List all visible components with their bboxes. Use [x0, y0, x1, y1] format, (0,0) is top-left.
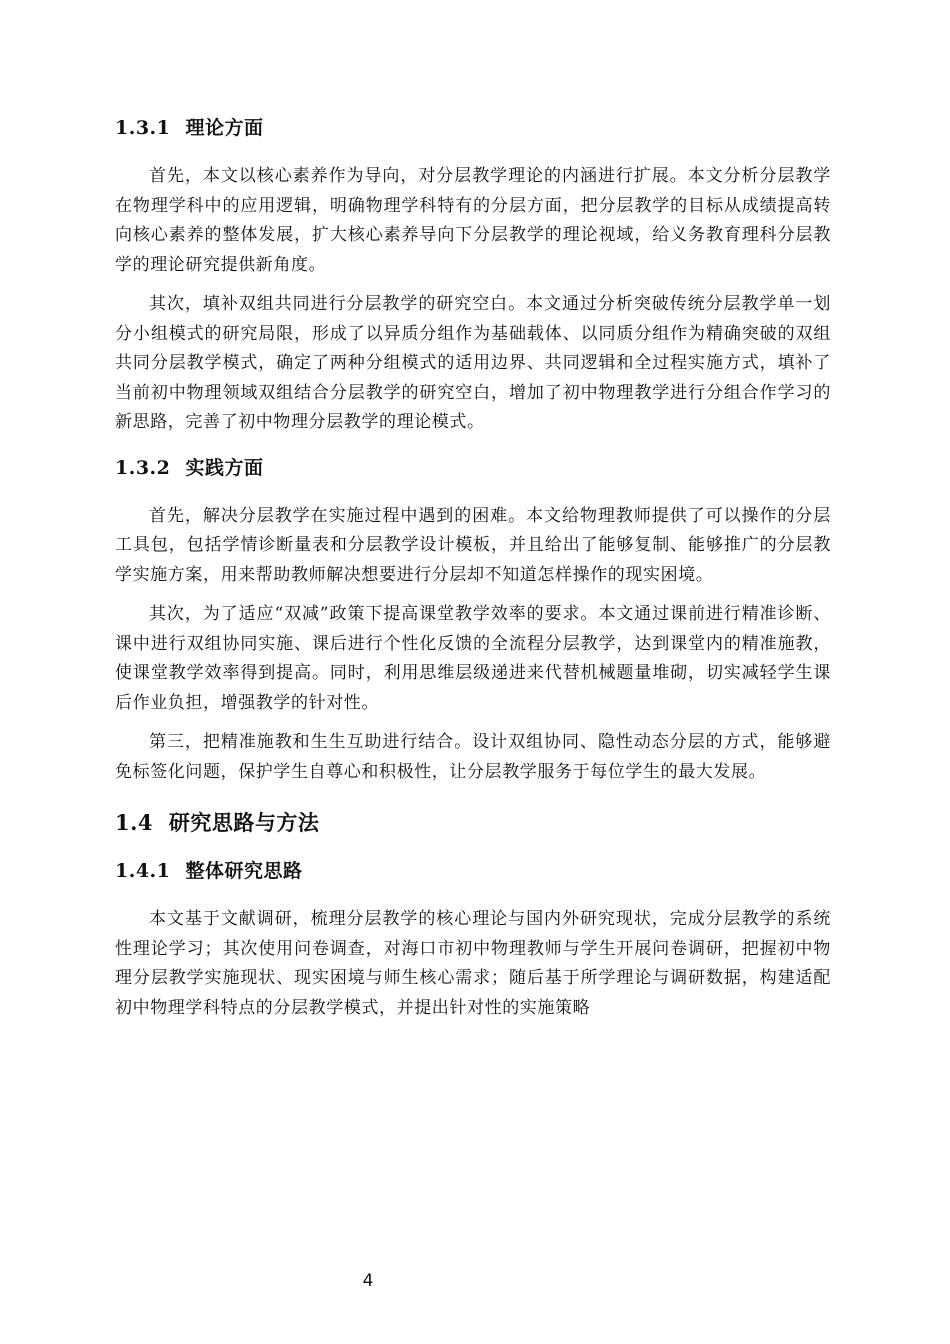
paragraph: 第三，把精准施教和生生互助进行结合。设计双组协同、隐性动态分层的方式，能够避免标签化问题，保护学生自尊心和积极性，让分层教学服务于每位学生的最大发展。 — [115, 732, 831, 782]
document-page — [115, 112, 831, 1033]
paragraph: 本文基于文献调研，梳理分层教学的核心理论与国内外研究现状，完成分层教学的系统性理论学习；其次使用问卷调查，对海口市初中物理教师与学生开展问卷调研，把握初中物理分层教学实施现状、现实困境与师生核心需求；随后基于所学理论与调研数据，构建适配初中物理学科特点的分层教学模式，并提出针对性的实施策略 — [115, 909, 831, 1018]
heading-title: 研究思路与方法 — [168, 810, 320, 835]
paragraph: 其次，为了适应“双减”政策下提高课堂教学效率的要求。本文通过课前进行精准诊断、课中进行双组协同实施、课后进行个性化反馈的全流程分层教学，达到课堂内的精准施教，使课堂教学效率得到提高。同时，利用思维层级递进来代替机械题量堆砌，切实减轻学生课后作业负担，增强教学的针对性。 — [115, 604, 831, 713]
page-number: 4 — [362, 1271, 374, 1291]
paragraph: 首先，解决分层教学在实施过程中遇到的困难。本文给物理教师提供了可以操作的分层工具包，包括学情诊断量表和分层教学设计模板，并且给出了能够复制、能够推广的分层教学实施方案，用来帮助教师解决想要进行分层却不知道怎样操作的现实困境。 — [115, 505, 831, 585]
heading-title: 实践方面 — [185, 456, 264, 479]
heading-1-4 — [115, 805, 831, 841]
heading-title: 理论方面 — [185, 117, 264, 139]
heading-number: 1.3.2 — [115, 456, 171, 479]
paragraph: 其次，填补双组共同进行分层教学的研究空白。本文通过分析突破传统分层教学单一划分小组模式的研究局限，形成了以异质分组作为基础载体、以同质分组作为精确突破的双组共同分层教学模式，确定了两种分组模式的适用边界、共同逻辑和全过程实施方式，填补了当前初中物理领域双组结合分层教学的研究空白，增加了初中物理教学进行分组合作学习的新思路，完善了初中物理分层教学的理论模式。 — [115, 294, 831, 432]
heading-number: 1.4 — [115, 810, 154, 835]
heading-1-4-1 — [115, 855, 831, 887]
heading-title: 整体研究思路 — [185, 860, 303, 882]
heading-1-3-2 — [115, 452, 831, 484]
paragraph: 首先，本文以核心素养作为导向，对分层教学理论的内涵进行扩展。本文分析分层教学在物理学科中的应用逻辑，明确物理学科特有的分层方面，把分层教学的目标从成绩提高转向核心素养的整体发展，扩大核心素养导向下分层教学的理论视域，给义务教育理科分层教学的理论研究提供新角度。 — [115, 166, 831, 275]
heading-number: 1.4.1 — [115, 860, 171, 882]
heading-number: 1.3.1 — [115, 117, 171, 139]
heading-1-3-1 — [115, 112, 831, 144]
